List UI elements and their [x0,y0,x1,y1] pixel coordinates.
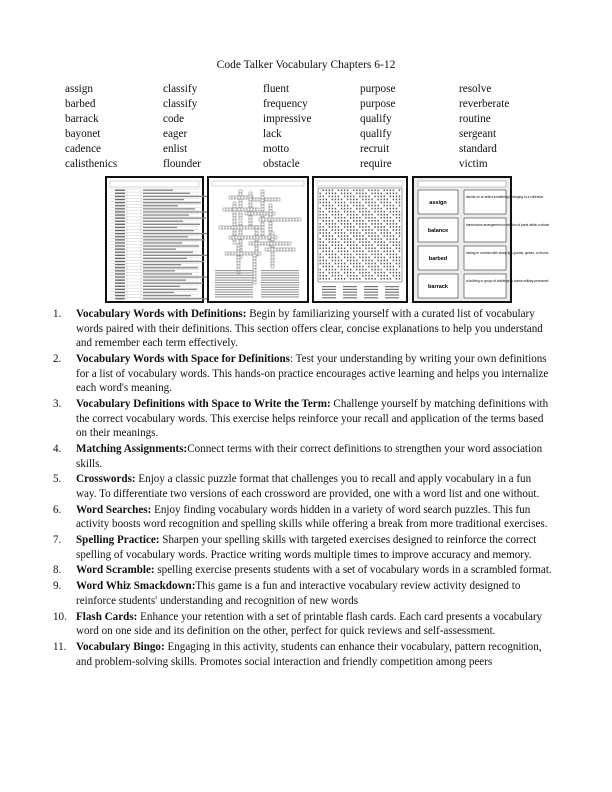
activity-name: Flash Cards: [76,610,138,623]
vocab-word: obstacle [263,158,300,170]
activity-name: Vocabulary Definitions with Space to Write the Term: [76,397,331,410]
thumbnail-word-search [312,176,408,303]
activity-description: : Test your understanding by writing your own definitions for a list of vocabulary words. This hands-on practice encourages active learning and helps you internalize each word's meaning. [76,352,549,395]
activity-number: 10. [53,610,67,623]
word-column-3 [263,82,360,172]
activity-name: Word Searches: [76,503,152,516]
vocab-word: lack [263,128,282,140]
flash-cards-preview-image [414,178,550,301]
activity-number: 3. [53,397,62,410]
vocab-word: purpose [360,98,396,110]
word-column-1 [65,82,163,172]
vocab-word: enlist [163,143,188,155]
vocabulary-word-grid [65,82,559,172]
vocab-word: qualify [360,128,392,140]
activity-description: spelling exercise presents students with a set of vocabulary words in a scrambled format. [154,564,552,577]
page-title: Code Talker Vocabulary Chapters 6-12 [216,59,396,71]
activity-number: 7. [53,534,62,547]
vocab-word: eager [163,128,188,140]
activity-number: 1. [53,308,62,320]
preview-thumbnails [105,176,550,303]
activity-description: This game is a fun and interactive vocabulary review activity designed to reinforce students' understanding and recognition of new words [76,580,521,607]
activity-number: 9. [53,580,62,593]
activity-description: Engaging in this activity, students can enhance their vocabulary, pattern recognition, and problem-solving skills. Promotes social interaction and friendly competition among peers [76,640,542,668]
vocab-word: calisthenics [65,158,118,170]
vocab-table-preview-image [107,178,202,301]
vocab-word: flounder [163,158,201,170]
vocab-word: routine [459,113,491,125]
flash-card [418,218,549,242]
activity-description: Connect terms with their correct definitions to strengthen your word association skills. [76,442,543,470]
flash-card-term: barbed [428,256,448,262]
activity-number: 8. [53,564,62,577]
thumbnail-vocab-table [105,176,204,303]
activity-number: 2. [53,352,62,365]
activity-item [53,472,553,501]
flash-card-term: balance [427,228,449,234]
activity-description: Enhance your retention with a set of printable flash cards. Each card presents a vocabulary word on one side and its definition on the other, perfect for quick reviews and self-assessment. [76,610,543,638]
vocab-word: barrack [65,113,99,125]
flash-card [418,190,543,214]
activity-item [53,503,553,532]
vocab-word: resolve [459,83,492,95]
activity-name: Vocabulary Bingo: [76,640,165,653]
thumbnail-flash-cards [412,176,550,303]
word-search-preview-image [314,178,406,301]
vocab-word: classify [163,83,198,95]
activity-number: 6. [53,503,62,516]
flash-card [418,246,549,270]
activity-description: Begin by familiarizing yourself with a curated list of vocabulary words paired with their definitions. This section offers clear, concise explanations to help you understand and remember each term effectively. [76,308,543,350]
vocab-word: fluent [263,83,290,95]
activity-number: 5. [53,473,62,486]
activity-name: Word Whiz Smackdown: [76,580,196,593]
vocab-word: cadence [65,143,102,155]
word-column-5 [459,82,559,172]
vocab-word: reverberate [459,98,510,110]
activity-item [53,579,553,608]
activity-name: Spelling Practice: [76,534,160,547]
activity-item [53,533,553,562]
flash-card-term: assign [429,200,447,206]
activity-name: Vocabulary Words with Space for Definitions [76,352,290,365]
activity-description: Enjoy finding vocabulary words hidden in a variety of word search puzzles. This fun activity boosts word recognition and spelling skills while offering a break from more traditional exercises. [76,503,548,531]
flash-card-definition: having or covered with sharp tips (points, spines, or thorns [466,251,549,255]
flash-card-definition: a building or group of buildings to house military personnel [466,279,549,283]
vocab-word: motto [263,143,290,155]
activity-number: 11. [53,640,67,653]
vocab-word: sergeant [459,128,497,140]
vocab-word: frequency [263,98,308,110]
vocab-word: code [163,113,185,125]
vocab-word: qualify [360,113,392,125]
vocab-word: purpose [360,83,396,95]
thumbnail-crossword [207,176,309,303]
activity-name: Word Scramble: [76,564,155,577]
activity-name: Crosswords: [76,473,136,486]
activity-name: Vocabulary Words with Definitions: [76,308,247,320]
flash-card [418,274,549,298]
activity-description: Sharpen your spelling skills with targeted exercises designed to reinforce the correct spelling of vocabulary words. Practice writing words multiple times to improve accuracy and memory. [76,534,537,561]
flash-card-term: barrack [428,284,448,290]
flash-card-definition: decide on or select something belonging to a collective [466,195,544,199]
vocab-word: require [360,158,392,170]
activity-item [53,563,553,578]
vocab-word: standard [459,143,497,155]
vocab-word: victim [459,158,488,170]
flash-card-definition: harmonious arrangement or relation of parts within a whole [466,223,550,227]
vocab-word: barbed [65,98,96,110]
vocab-word: bayonet [65,128,101,140]
activity-item [53,307,553,351]
activity-name: Matching Assignments: [76,442,188,455]
activity-list [53,307,553,670]
activity-item [53,640,553,669]
activity-item [53,352,553,396]
activity-description: Enjoy a classic puzzle format that challenges you to recall and apply vocabulary in a fun way. To differentiate two versions of each crossword are provided, one with a word list and one without. [76,473,540,500]
vocab-word: assign [65,83,93,95]
word-column-4 [360,82,459,172]
word-column-2 [163,82,263,172]
activity-item [53,442,553,471]
vocab-word: recruit [360,143,390,155]
activity-description: Challenge yourself by matching definitions with the correct vocabulary words. This exercise helps reinforce your recall and application of the terms based on their meanings. [76,397,549,440]
activity-number: 4. [53,442,62,455]
vocab-word: impressive [263,113,312,125]
crossword-preview-image [209,178,307,301]
vocab-word: classify [163,98,198,110]
activity-item [53,610,553,639]
activity-item [53,397,553,441]
